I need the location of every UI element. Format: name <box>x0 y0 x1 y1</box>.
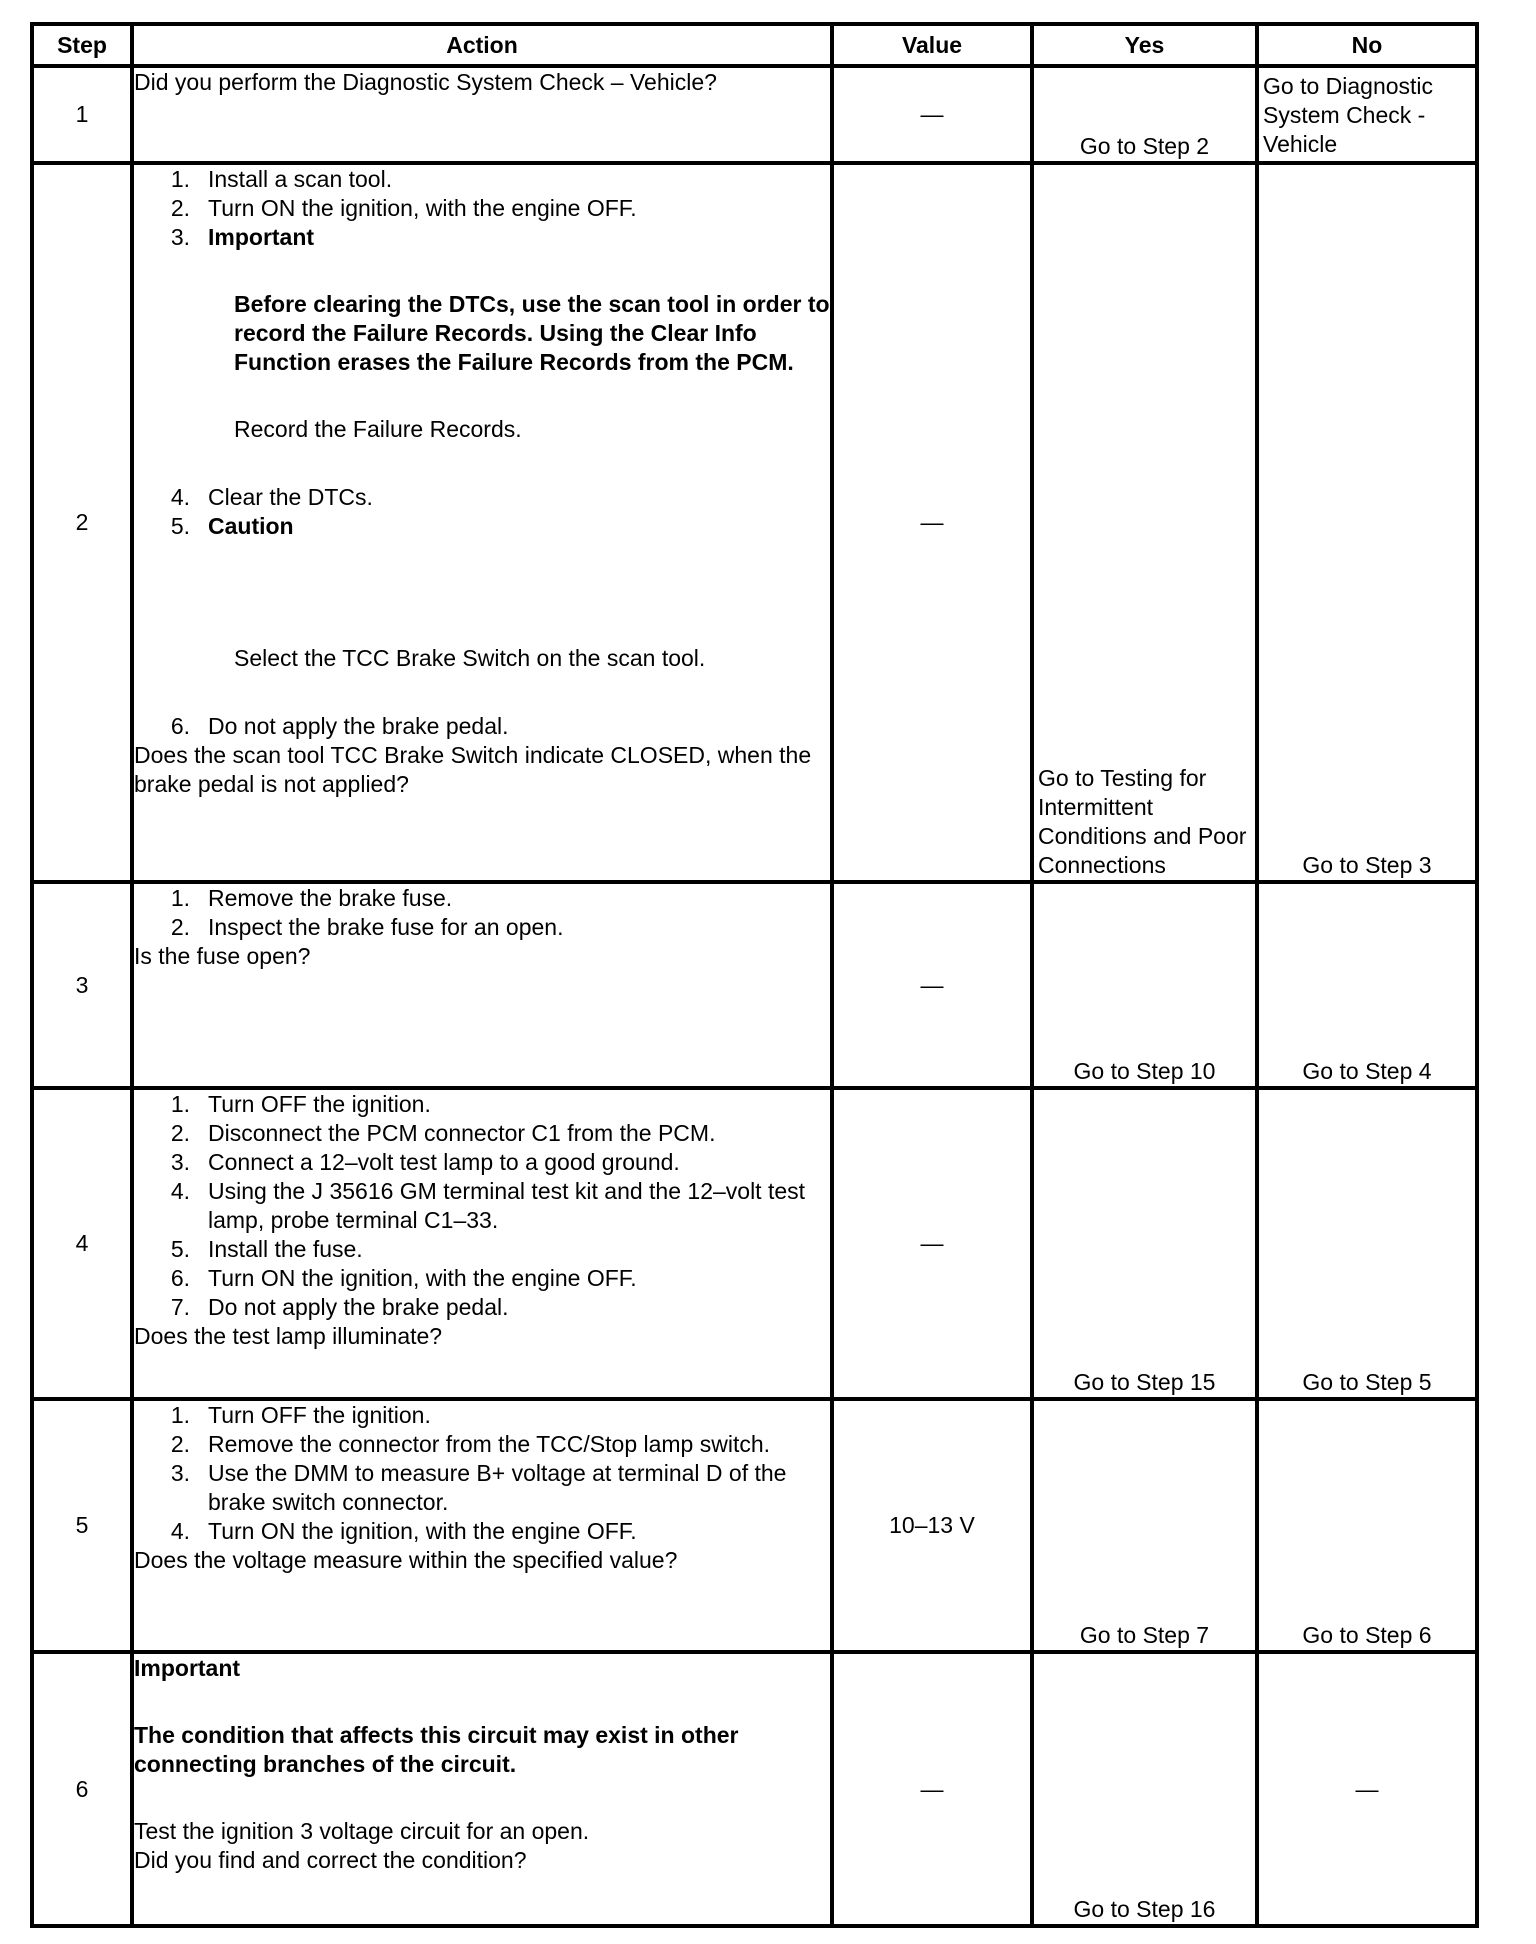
list-item: 5. Install the fuse. <box>170 1236 363 1262</box>
list-item: 3. Important <box>170 224 315 250</box>
value-cell: — <box>832 1088 1032 1399</box>
action-cell <box>132 66 832 163</box>
table-row <box>32 1088 1477 1399</box>
table-row <box>32 66 1477 163</box>
action-cell <box>132 882 832 1088</box>
table-row <box>32 163 1477 882</box>
no-cell: Go to Step 4 <box>1257 882 1477 1088</box>
list-item: 1. Turn OFF the ignition. <box>170 1091 431 1117</box>
action-question: Does the voltage measure within the specified value? <box>134 1547 678 1573</box>
value-cell: — <box>832 1652 1032 1926</box>
list-item: 4. Clear the DTCs. <box>170 484 373 510</box>
no-cell: Go to Step 6 <box>1257 1399 1477 1652</box>
table-row <box>32 1652 1477 1926</box>
list-item: 2. Disconnect the PCM connector C1 from the PCM. <box>170 1120 716 1146</box>
no-cell: Go to Diagnostic System Check - Vehicle <box>1257 66 1477 163</box>
list-item: 5. Caution <box>170 513 294 539</box>
test-instruction: Test the ignition 3 voltage circuit for an open. <box>134 1818 590 1844</box>
list-item: 3. Use the DMM to measure B+ voltage at terminal D of the brake switch connector. <box>170 1460 787 1515</box>
yes-cell: Go to Step 16 <box>1032 1652 1257 1926</box>
step-number: 4 <box>32 1088 132 1399</box>
table-row <box>32 882 1477 1088</box>
no-cell: — <box>1257 1652 1477 1926</box>
select-instruction: Select the TCC Brake Switch on the scan tool. <box>234 645 706 671</box>
header-action: Action <box>132 24 832 66</box>
record-instruction: Record the Failure Records. <box>234 416 522 442</box>
list-item: 7. Do not apply the brake pedal. <box>170 1294 509 1320</box>
header-value: Value <box>832 24 1032 66</box>
list-item: 6. Do not apply the brake pedal. <box>170 713 509 739</box>
no-cell: Go to Step 3 <box>1257 163 1477 882</box>
important-note: The condition that affects this circuit may exist in other connecting branches of the circuit. <box>134 1722 739 1777</box>
diagnostic-table <box>30 22 1479 1928</box>
yes-cell: Go to Testing for Intermittent Conditions and Poor Connections <box>1032 163 1257 882</box>
action-cell <box>132 1652 832 1926</box>
action-question: Is the fuse open? <box>134 943 311 969</box>
yes-cell: Go to Step 10 <box>1032 882 1257 1088</box>
diagnostic-table-container <box>30 22 1479 1928</box>
list-item: 1. Turn OFF the ignition. <box>170 1402 431 1428</box>
header-yes: Yes <box>1032 24 1257 66</box>
action-question: Does the test lamp illuminate? <box>134 1323 443 1349</box>
yes-cell: Go to Step 2 <box>1032 66 1257 163</box>
value-cell: — <box>832 882 1032 1088</box>
header-no: No <box>1257 24 1477 66</box>
value-cell: — <box>832 66 1032 163</box>
value-cell: 10–13 V <box>832 1399 1032 1652</box>
header-step: Step <box>32 24 132 66</box>
list-item: 3. Connect a 12–volt test lamp to a good ground. <box>170 1149 680 1175</box>
step-number: 2 <box>32 163 132 882</box>
list-item: 2. Remove the connector from the TCC/Stop lamp switch. <box>170 1431 771 1457</box>
important-label: Important <box>134 1655 241 1681</box>
action-question: Did you find and correct the condition? <box>134 1847 527 1873</box>
list-item: 4. Using the J 35616 GM terminal test kit and the 12–volt test lamp, probe terminal C1–33. <box>170 1178 806 1233</box>
action-cell <box>132 1399 832 1652</box>
list-item: 6. Turn ON the ignition, with the engine OFF. <box>170 1265 637 1291</box>
step-number: 5 <box>32 1399 132 1652</box>
list-item: 4. Turn ON the ignition, with the engine OFF. <box>170 1518 637 1544</box>
list-item: 2. Inspect the brake fuse for an open. <box>170 914 564 940</box>
list-item: 2. Turn ON the ignition, with the engine OFF. <box>170 195 637 221</box>
action-question: Did you perform the Diagnostic System Check – Vehicle? <box>134 69 717 95</box>
list-item: 1. Install a scan tool. <box>170 166 393 192</box>
header-row <box>32 24 1477 66</box>
action-question: Does the scan tool TCC Brake Switch indicate CLOSED, when the brake pedal is not applied? <box>134 742 812 797</box>
value-cell: — <box>832 163 1032 882</box>
table-row <box>32 1399 1477 1652</box>
action-cell <box>132 163 832 882</box>
yes-cell: Go to Step 7 <box>1032 1399 1257 1652</box>
step-number: 3 <box>32 882 132 1088</box>
step-number: 1 <box>32 66 132 163</box>
list-item: 1. Remove the brake fuse. <box>170 885 453 911</box>
no-cell: Go to Step 5 <box>1257 1088 1477 1399</box>
important-note: Before clearing the DTCs, use the scan tool in order to record the Failure Records. Using the Clear Info Function erases the Failure Records from the PCM. <box>234 291 830 375</box>
action-cell <box>132 1088 832 1399</box>
yes-cell: Go to Step 15 <box>1032 1088 1257 1399</box>
step-number: 6 <box>32 1652 132 1926</box>
